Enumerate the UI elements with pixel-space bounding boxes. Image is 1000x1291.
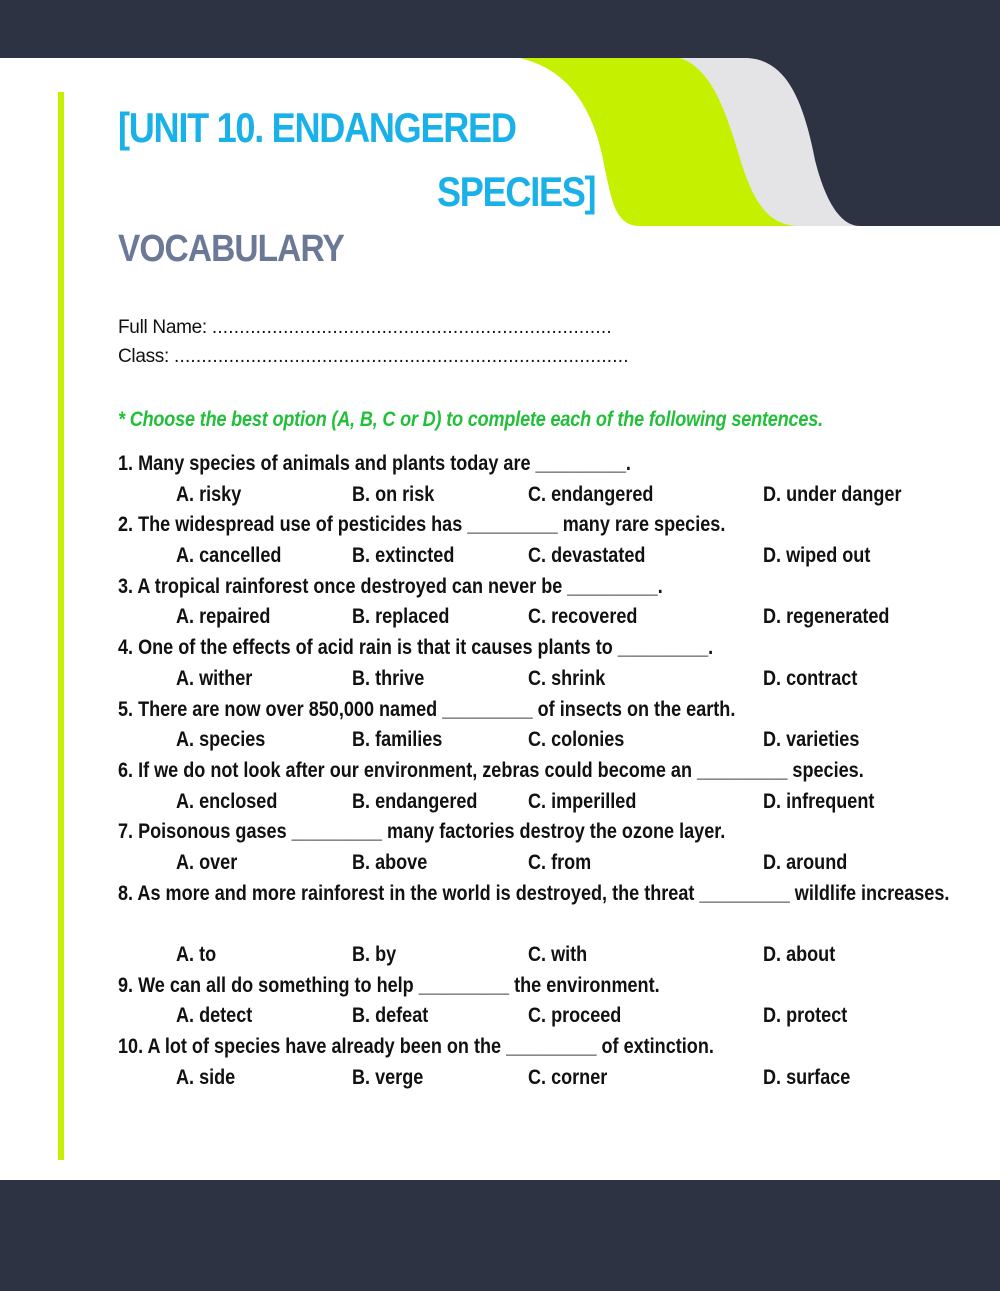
option-c[interactable]: C. colonies bbox=[528, 728, 625, 752]
question-stem: 4. One of the effects of acid rain is that it causes plants to _________. bbox=[118, 636, 714, 660]
option-d[interactable]: D. varieties bbox=[763, 728, 860, 752]
option-b[interactable]: B. replaced bbox=[352, 605, 450, 629]
option-c[interactable]: C. proceed bbox=[528, 1004, 622, 1028]
full-name-label: Full Name: bbox=[118, 317, 207, 338]
question-stem: 1. Many species of animals and plants today are _________. bbox=[118, 452, 631, 475]
option-c[interactable]: C. with bbox=[528, 943, 588, 967]
unit-title-line-1: [UNIT 10. ENDANGERED bbox=[118, 104, 516, 151]
question-stem: 6. If we do not look after our environment, zebras could become an _________ species. bbox=[118, 758, 864, 782]
option-c[interactable]: C. corner bbox=[528, 1065, 608, 1089]
option-row bbox=[118, 725, 968, 756]
option-d[interactable]: D. wiped out bbox=[763, 544, 871, 568]
option-d[interactable]: D. regenerated bbox=[763, 605, 890, 629]
option-c[interactable]: C. recovered bbox=[528, 605, 638, 629]
option-b[interactable]: B. thrive bbox=[352, 666, 425, 690]
option-d[interactable]: D. surface bbox=[763, 1065, 851, 1089]
option-b[interactable]: B. extincted bbox=[352, 544, 455, 568]
question-item bbox=[118, 1032, 968, 1093]
option-b[interactable]: B. families bbox=[352, 728, 443, 752]
question-item bbox=[118, 572, 968, 633]
option-b[interactable]: B. defeat bbox=[352, 1004, 429, 1028]
option-row bbox=[118, 848, 968, 879]
option-row bbox=[118, 1063, 968, 1094]
option-d[interactable]: D. infrequent bbox=[763, 789, 875, 813]
option-row bbox=[118, 1001, 968, 1032]
option-a[interactable]: A. species bbox=[176, 728, 266, 752]
unit-title-line-2: SPECIES] bbox=[437, 168, 596, 215]
question-item bbox=[118, 695, 968, 756]
option-c[interactable]: C. shrink bbox=[528, 666, 606, 690]
option-row bbox=[118, 541, 968, 572]
section-subtitle: VOCABULARY bbox=[118, 228, 344, 270]
option-c[interactable]: C. endangered bbox=[528, 482, 654, 506]
question-stem: 8. As more and more rainforest in the world is destroyed, the threat _________ wildlife increases. bbox=[118, 881, 950, 905]
question-item bbox=[118, 971, 968, 1032]
option-b[interactable]: B. above bbox=[352, 850, 428, 874]
option-b[interactable]: B. verge bbox=[352, 1065, 424, 1089]
option-a[interactable]: A. risky bbox=[176, 482, 242, 506]
option-a[interactable]: A. enclosed bbox=[176, 789, 278, 813]
option-a[interactable]: A. over bbox=[176, 850, 238, 874]
option-c[interactable]: C. devastated bbox=[528, 544, 646, 568]
full-name-line[interactable]: ......................................................................... bbox=[211, 317, 612, 338]
question-stem: 7. Poisonous gases _________ many factories destroy the ozone layer. bbox=[118, 820, 726, 844]
option-a[interactable]: A. detect bbox=[176, 1004, 253, 1028]
option-b[interactable]: B. by bbox=[352, 943, 397, 967]
instruction-text: * Choose the best option (A, B, C or D) to complete each of the following sentences. bbox=[118, 408, 823, 431]
option-a[interactable]: A. to bbox=[176, 943, 217, 967]
option-c[interactable]: C. from bbox=[528, 850, 592, 874]
question-item bbox=[118, 879, 968, 971]
option-row bbox=[118, 664, 968, 695]
option-d[interactable]: D. around bbox=[763, 850, 848, 874]
question-item bbox=[118, 633, 968, 694]
option-row bbox=[118, 787, 968, 818]
option-b[interactable]: B. on risk bbox=[352, 482, 435, 506]
question-item bbox=[118, 510, 968, 571]
option-a[interactable]: A. side bbox=[176, 1065, 236, 1089]
option-row bbox=[118, 480, 968, 511]
question-stem: 2. The widespread use of pesticides has _________ many rare species. bbox=[118, 513, 726, 537]
question-item bbox=[118, 756, 968, 817]
top-dark-band bbox=[0, 0, 1000, 58]
option-c[interactable]: C. imperilled bbox=[528, 789, 637, 813]
left-lime-bar bbox=[58, 92, 64, 1160]
option-b[interactable]: B. endangered bbox=[352, 789, 478, 813]
option-d[interactable]: D. under danger bbox=[763, 482, 902, 506]
option-d[interactable]: D. contract bbox=[763, 666, 858, 690]
question-item bbox=[118, 449, 968, 510]
class-label: Class: bbox=[118, 346, 169, 367]
option-d[interactable]: D. protect bbox=[763, 1004, 848, 1028]
bottom-dark-band bbox=[0, 1180, 1000, 1291]
option-a[interactable]: A. repaired bbox=[176, 605, 271, 629]
class-field[interactable] bbox=[118, 346, 629, 368]
class-line[interactable]: ................................................................................... bbox=[173, 346, 629, 367]
question-stem: 10. A lot of species have already been on the _________ of extinction. bbox=[118, 1035, 714, 1059]
question-stem: 9. We can all do something to help _________ the environment. bbox=[118, 973, 660, 997]
option-row bbox=[118, 602, 968, 633]
question-list bbox=[118, 449, 968, 1093]
full-name-field[interactable] bbox=[118, 317, 612, 339]
option-a[interactable]: A. cancelled bbox=[176, 544, 282, 568]
question-stem: 5. There are now over 850,000 named _________ of insects on the earth. bbox=[118, 697, 736, 721]
question-item bbox=[118, 817, 968, 878]
option-a[interactable]: A. wither bbox=[176, 666, 253, 690]
option-d[interactable]: D. about bbox=[763, 943, 836, 967]
question-stem: 3. A tropical rainforest once destroyed can never be _________. bbox=[118, 574, 663, 598]
option-row bbox=[118, 940, 968, 971]
